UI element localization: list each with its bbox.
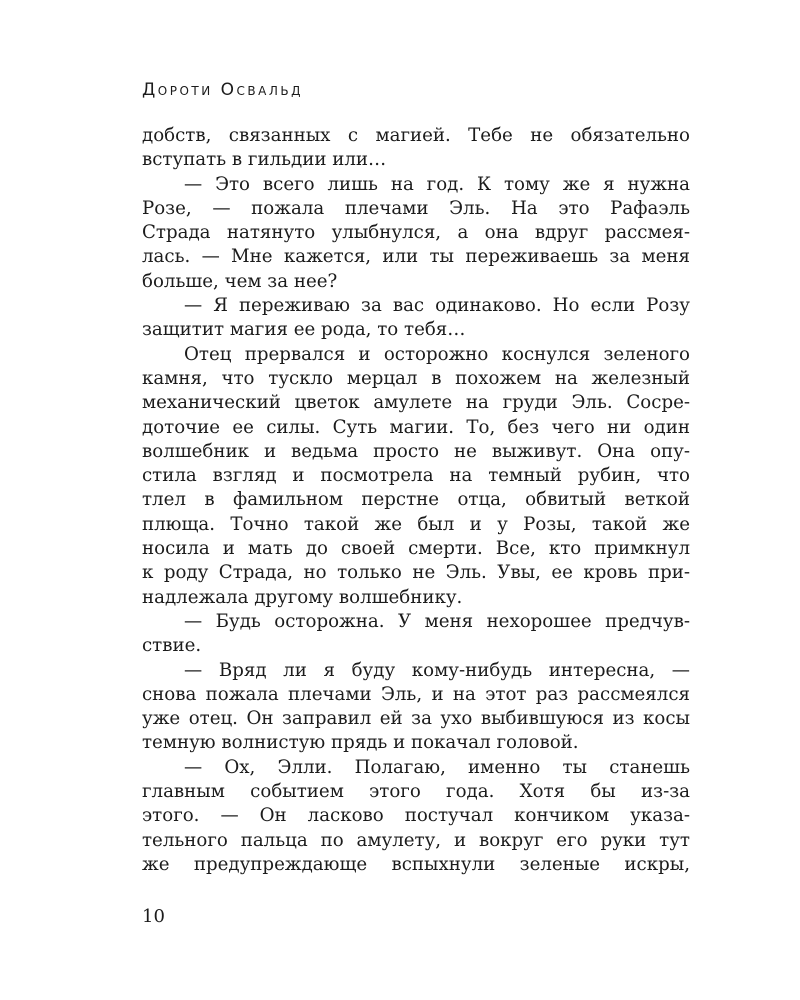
- text-line: же предупреждающе вспыхнули зеленые искры,: [142, 853, 690, 875]
- running-head-author: Дороти Освальд: [142, 80, 303, 100]
- text-line: добств, связанных с магией. Тебе не обязательно: [142, 125, 690, 146]
- text-line: вступать в гильдии или…: [142, 149, 387, 171]
- text-line: — Это всего лишь на год. К тому же я нужна: [184, 173, 690, 195]
- text-line: этого. — Он ласково постучал кончиком указа-: [142, 805, 690, 827]
- text-line: темную волнистую прядь и покачал головой.: [142, 732, 579, 754]
- text-line: носила и мать до своей смерти. Все, кто примкнул: [142, 538, 690, 560]
- text-line: больше, чем за нее?: [142, 270, 338, 292]
- text-line: лась. — Мне кажется, или ты переживаешь за меня: [142, 246, 690, 268]
- text-line: камня, что тускло мерцал в похожем на железный: [142, 367, 690, 389]
- text-line: надлежала другому волшебнику.: [142, 586, 463, 608]
- text-line: доточие ее силы. Суть магии. То, без чего ни один: [142, 416, 690, 438]
- page-number: 10: [142, 906, 165, 927]
- text-line: уже отец. Он заправил ей за ухо выбившуюся из косы: [142, 708, 690, 730]
- text-line: механический цветок амулете на груди Эль. Сосре-: [142, 392, 690, 414]
- text-line: — Вряд ли я буду кому-нибудь интересна, —: [184, 659, 690, 681]
- text-line: защитит магия ее рода, то тебя…: [142, 319, 466, 341]
- body-text: [142, 124, 690, 877]
- text-line: главным событием этого года. Хотя бы из-за: [142, 781, 690, 803]
- text-line: Отец прервался и осторожно коснулся зеленого: [184, 343, 690, 365]
- text-line: тельного пальца по амулету, и вокруг его руки тут: [142, 829, 690, 851]
- text-line: — Я переживаю за вас одинаково. Но если Розу: [184, 295, 690, 317]
- text-line: стила взгляд и посмотрела на темный рубин, что: [142, 465, 690, 487]
- text-line: снова пожала плечами Эль, и на этот раз рассмеялся: [142, 683, 690, 705]
- text-line: Розе, — пожала плечами Эль. На это Рафаэль: [142, 197, 690, 219]
- text-line: — Будь осторожна. У меня нехорошее предчув-: [184, 610, 690, 632]
- text-line: к роду Страда, но только не Эль. Увы, ее кровь при-: [142, 562, 690, 584]
- text-line: волшебник и ведьма просто не выживут. Она опу-: [142, 440, 690, 462]
- text-line: ствие.: [142, 635, 202, 657]
- text-line: — Ох, Элли. Полагаю, именно ты станешь: [184, 756, 690, 778]
- text-line: Страда натянуто улыбнулся, а она вдруг рассмея-: [142, 222, 690, 244]
- text-line: тлел в фамильном перстне отца, обвитый веткой: [142, 489, 690, 511]
- text-line: плюща. Точно такой же был и у Розы, такой же: [142, 513, 690, 535]
